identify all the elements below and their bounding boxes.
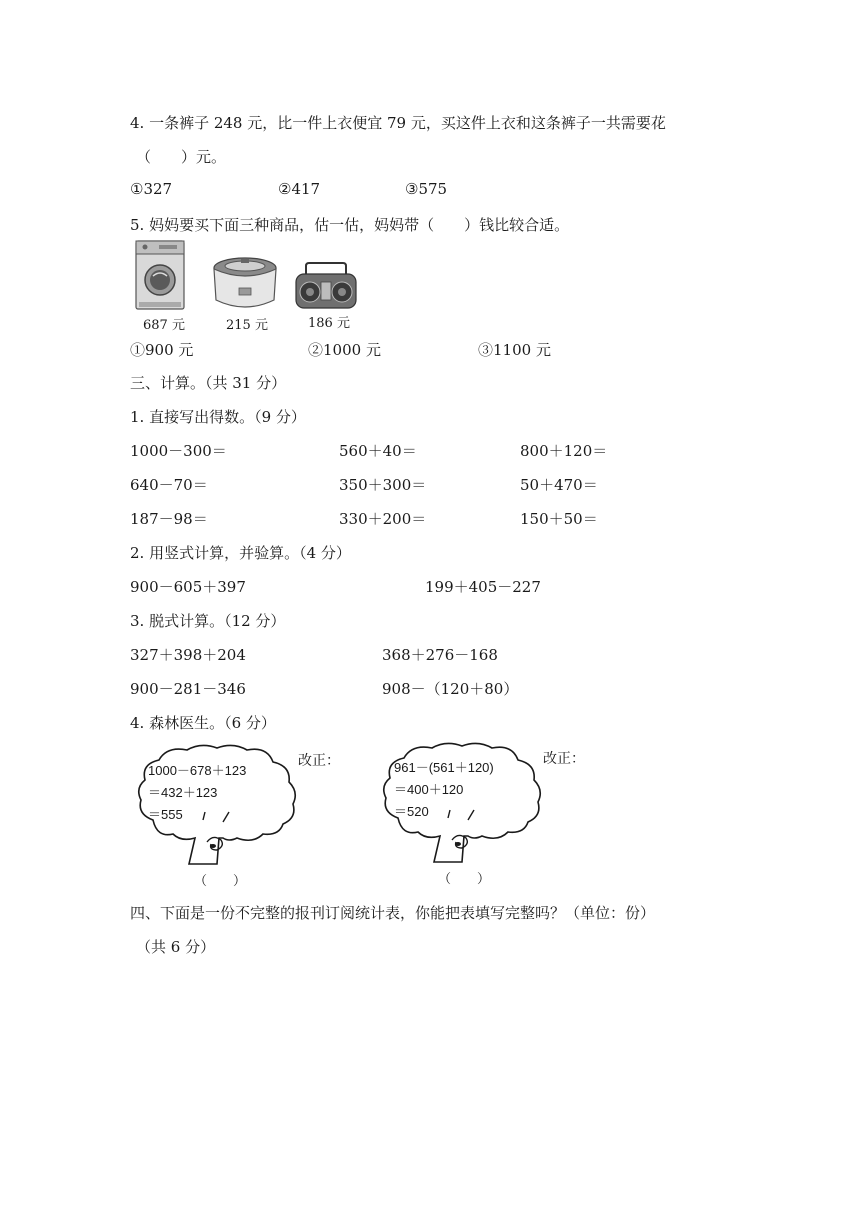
q4-option-1: ①327	[130, 180, 173, 198]
q4-option-3: ③575	[405, 180, 448, 198]
tree-2-correction-label: 改正：	[543, 751, 585, 767]
washing-machine-icon	[135, 240, 185, 310]
tree-1-line-1: 1000－678＋123	[148, 763, 247, 778]
tree-2-line-2: ＝400＋120	[394, 782, 464, 797]
q4-line1: 4. 一条裤子 248 元，比一件上衣便宜 79 元，买这件上衣和这条裤子一共需要花	[130, 114, 666, 132]
section4-line1: 四、下面是一份不完整的报刊订阅统计表，你能把表填写完整吗？（单位：份）	[130, 904, 656, 922]
p1-r1-c1: 1000－300＝	[130, 442, 227, 460]
tree-2-text	[394, 757, 494, 823]
p2-item-2: 199＋405－227	[425, 578, 541, 596]
p1-r1-c3: 800＋120＝	[520, 442, 608, 460]
tree-1-correction-label: 改正：	[298, 753, 340, 769]
radio-price: 186 元	[308, 316, 350, 331]
tree-1-answer-paren[interactable]: （ ）	[194, 874, 247, 889]
section4-line2: （共 6 分）	[136, 938, 216, 956]
q5-question: 5. 妈妈要买下面三种商品，估一估，妈妈带（ ）钱比较合适。	[130, 216, 570, 234]
tree-1-line-3: ＝555	[148, 807, 183, 822]
rice-cooker-price: 215 元	[226, 318, 268, 333]
q4-line2: （ ）元。	[136, 148, 227, 166]
washing-machine-price: 687 元	[143, 318, 185, 333]
tree-2-line-3: ＝520	[394, 804, 429, 819]
q5-option-1: ①900 元	[130, 341, 194, 359]
tree-1-text	[148, 760, 246, 826]
p1-r2-c1: 640－70＝	[130, 476, 208, 494]
p1-r2-c2: 350＋300＝	[339, 476, 427, 494]
p3-title: 3. 脱式计算。（12 分）	[130, 612, 286, 630]
p3-r2-c2: 908－（120＋80）	[382, 680, 519, 698]
tree-2-answer-paren[interactable]: （ ）	[438, 872, 491, 887]
p1-r3-c3: 150＋50＝	[520, 510, 598, 528]
p3-r1-c1: 327＋398＋204	[130, 646, 246, 664]
p1-r1-c2: 560＋40＝	[339, 442, 417, 460]
p4-title: 4. 森林医生。（6 分）	[130, 714, 276, 732]
p3-r2-c1: 900－281－346	[130, 680, 246, 698]
p1-r3-c2: 330＋200＝	[339, 510, 427, 528]
section3-title: 三、计算。（共 31 分）	[130, 374, 287, 392]
q5-option-2: ②1000 元	[308, 341, 381, 359]
p2-item-1: 900－605＋397	[130, 578, 246, 596]
radio-icon	[294, 262, 358, 310]
tree-2-line-1: 961－(561＋120)	[394, 760, 494, 775]
tree-1-line-2: ＝432＋123	[148, 785, 218, 800]
p1-r3-c1: 187－98＝	[130, 510, 208, 528]
rice-cooker-icon	[212, 256, 278, 310]
p1-title: 1. 直接写出得数。（9 分）	[130, 408, 306, 426]
p1-r2-c3: 50＋470＝	[520, 476, 598, 494]
q5-option-3: ③1100 元	[478, 341, 551, 359]
p2-title: 2. 用竖式计算，并验算。（4 分）	[130, 544, 351, 562]
p3-r1-c2: 368＋276－168	[382, 646, 498, 664]
q4-option-2: ②417	[278, 180, 321, 198]
